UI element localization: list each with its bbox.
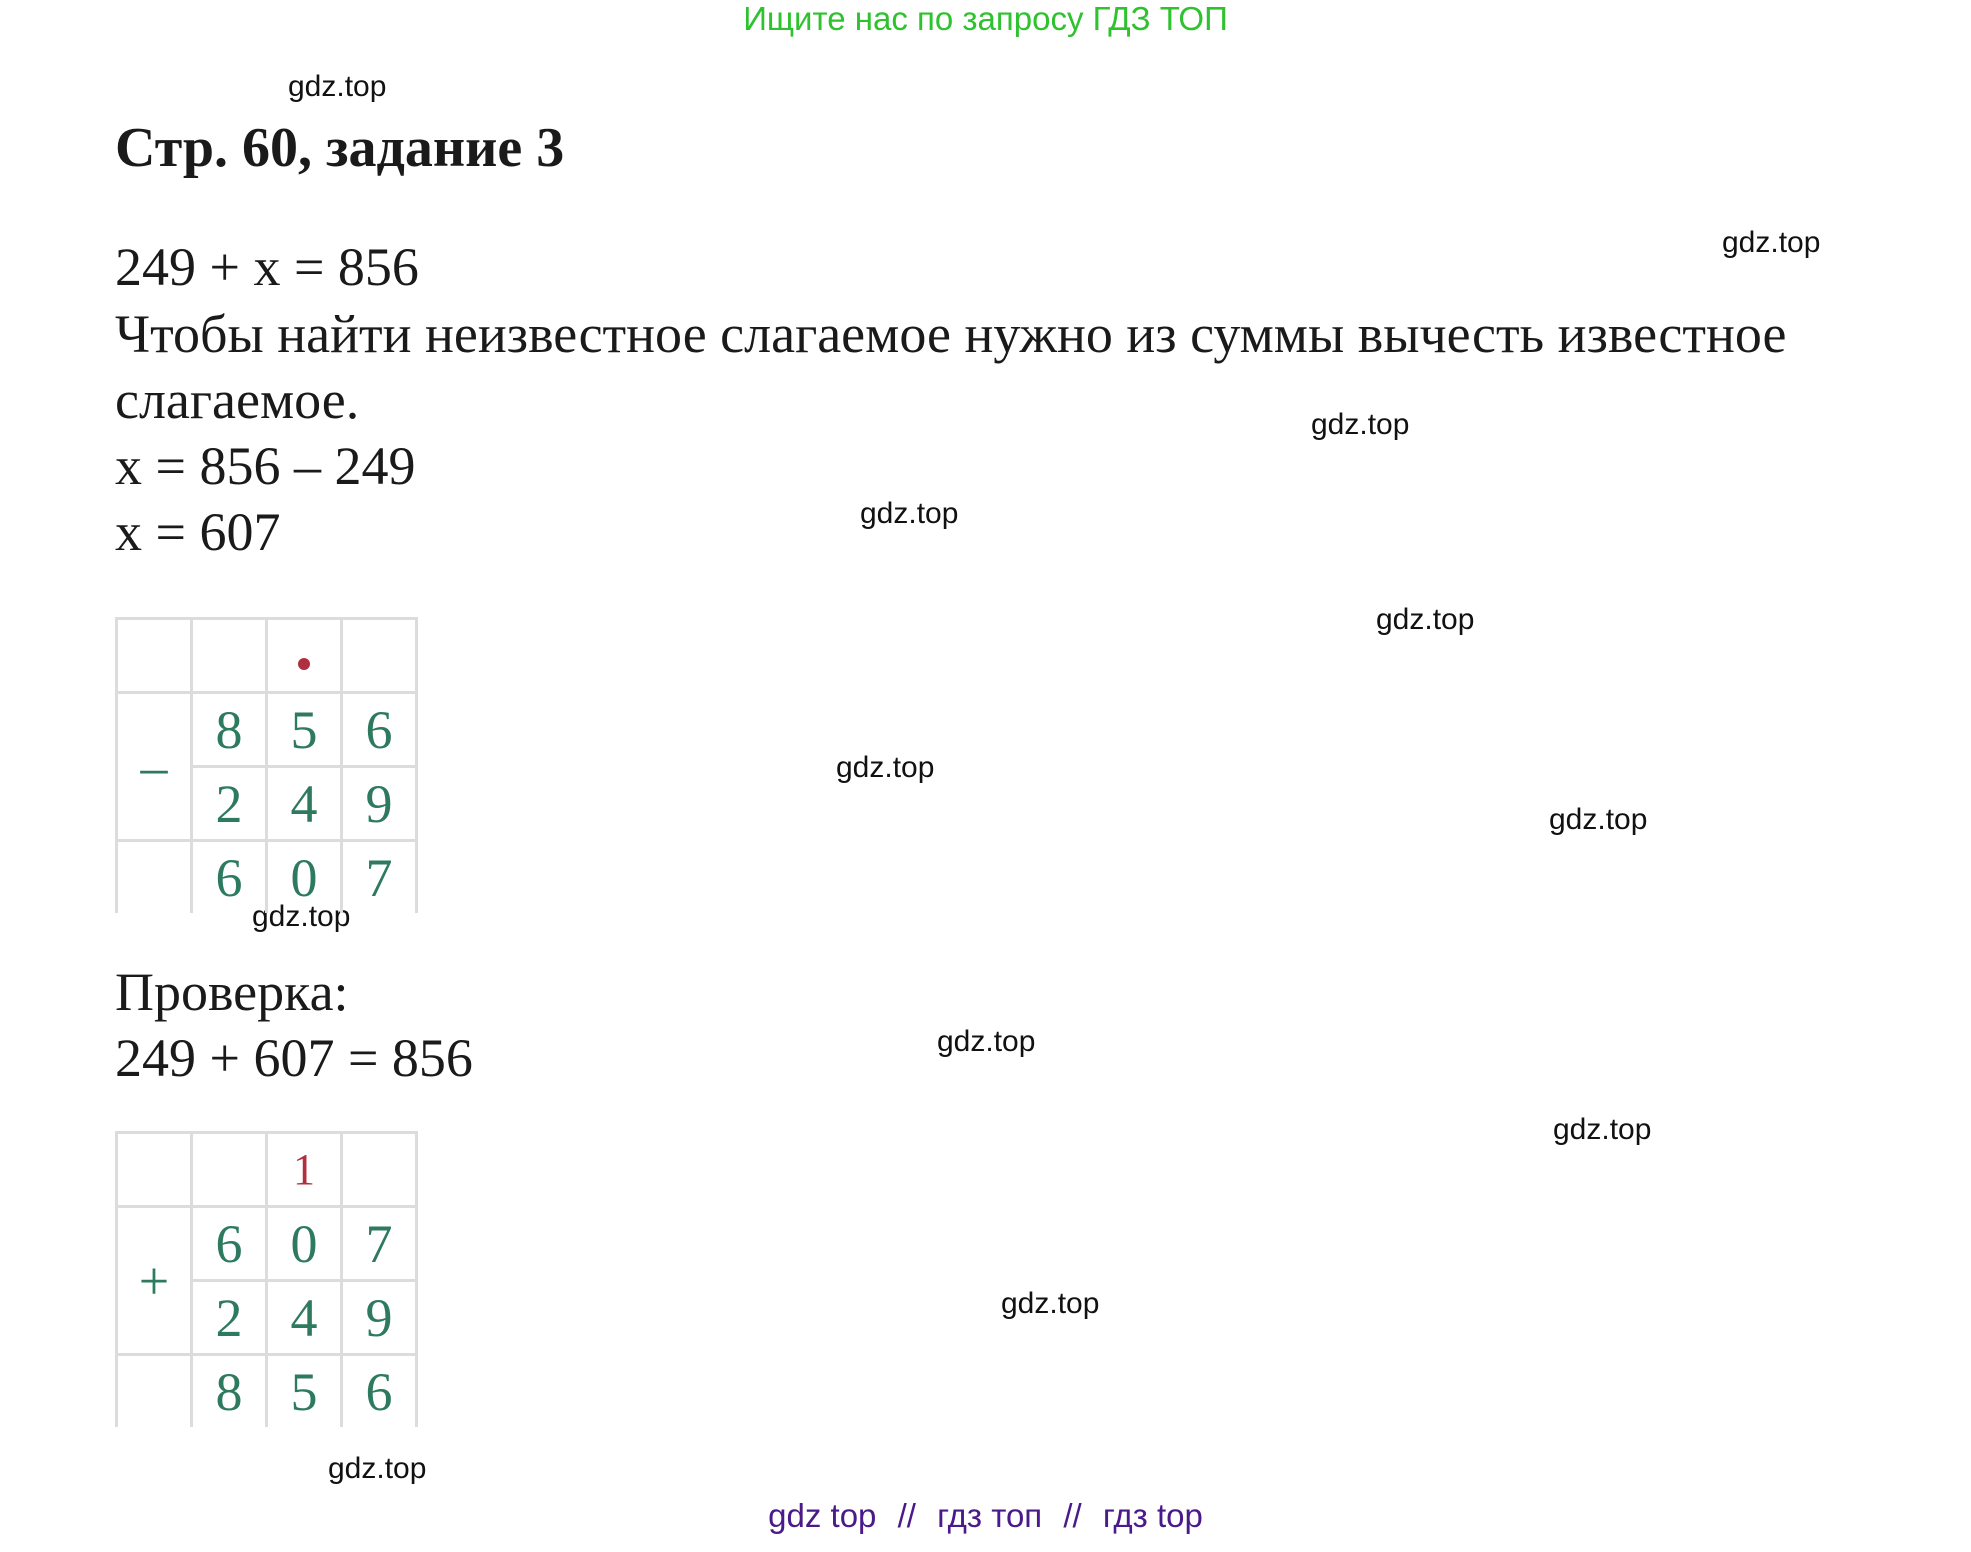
watermark: gdz.top	[1001, 1287, 1100, 1320]
digit: 9	[342, 1281, 417, 1355]
result-digit: 8	[192, 1355, 267, 1428]
watermark: gdz.top	[1549, 803, 1648, 836]
subtraction-column	[115, 617, 418, 913]
digit: 7	[342, 1207, 417, 1281]
watermark: gdz.top	[1376, 603, 1475, 636]
watermark: gdz.top	[1553, 1113, 1652, 1146]
digit: 6	[192, 1207, 267, 1281]
solution-answer: x = 607	[115, 502, 281, 562]
footer-link-gdz-top-mixed[interactable]: гдз top	[1102, 1497, 1203, 1534]
borrow-dot-icon	[298, 658, 310, 670]
footer-links	[0, 1497, 1971, 1535]
rule-text: Чтобы найти неизвестное слагаемое нужно из суммы вычесть известное	[115, 304, 1787, 364]
grid-cell	[342, 1133, 417, 1207]
footer-separator: //	[897, 1497, 916, 1534]
digit: 2	[192, 1281, 267, 1355]
equation: 249 + x = 856	[115, 237, 419, 297]
digit: 6	[342, 693, 417, 767]
digit: 9	[342, 767, 417, 841]
watermark: gdz.top	[252, 900, 351, 933]
minus-sign: –	[117, 693, 192, 841]
addition-column	[115, 1131, 418, 1427]
borrow-dot	[267, 619, 342, 693]
result-digit: 7	[342, 841, 417, 914]
digit: 2	[192, 767, 267, 841]
solution-step: x = 856 – 249	[115, 436, 416, 496]
check-equation: 249 + 607 = 856	[115, 1028, 473, 1088]
digit: 5	[267, 693, 342, 767]
carry-digit: 1	[267, 1133, 342, 1207]
grid-cell	[117, 841, 192, 914]
grid-cell	[117, 619, 192, 693]
rule-text-continued: слагаемое.	[115, 370, 360, 430]
footer-link-gdz-top-ru[interactable]: гдз топ	[937, 1497, 1043, 1534]
grid-cell	[117, 1133, 192, 1207]
check-label: Проверка:	[115, 962, 349, 1022]
result-digit: 5	[267, 1355, 342, 1428]
watermark: gdz.top	[1311, 408, 1410, 441]
result-digit: 6	[342, 1355, 417, 1428]
grid-cell	[342, 619, 417, 693]
digit: 0	[267, 1207, 342, 1281]
grid-cell	[117, 1355, 192, 1428]
watermark: gdz.top	[1722, 226, 1821, 259]
footer-separator: //	[1063, 1497, 1082, 1534]
grid-cell	[192, 619, 267, 693]
digit: 4	[267, 767, 342, 841]
watermark: gdz.top	[860, 497, 959, 530]
plus-sign: +	[117, 1207, 192, 1355]
watermark: gdz.top	[937, 1025, 1036, 1058]
footer-link-gdz-top[interactable]: gdz top	[768, 1497, 877, 1534]
digit: 4	[267, 1281, 342, 1355]
watermark: gdz.top	[288, 70, 387, 103]
page-title: Стр. 60, задание 3	[115, 117, 565, 179]
grid-cell	[192, 1133, 267, 1207]
search-banner: Ищите нас по запросу ГДЗ ТОП	[743, 0, 1228, 37]
watermark: gdz.top	[328, 1452, 427, 1485]
watermark: gdz.top	[836, 751, 935, 784]
digit: 8	[192, 693, 267, 767]
result-digit: 6	[192, 841, 267, 914]
result-digit: 0	[267, 841, 342, 914]
